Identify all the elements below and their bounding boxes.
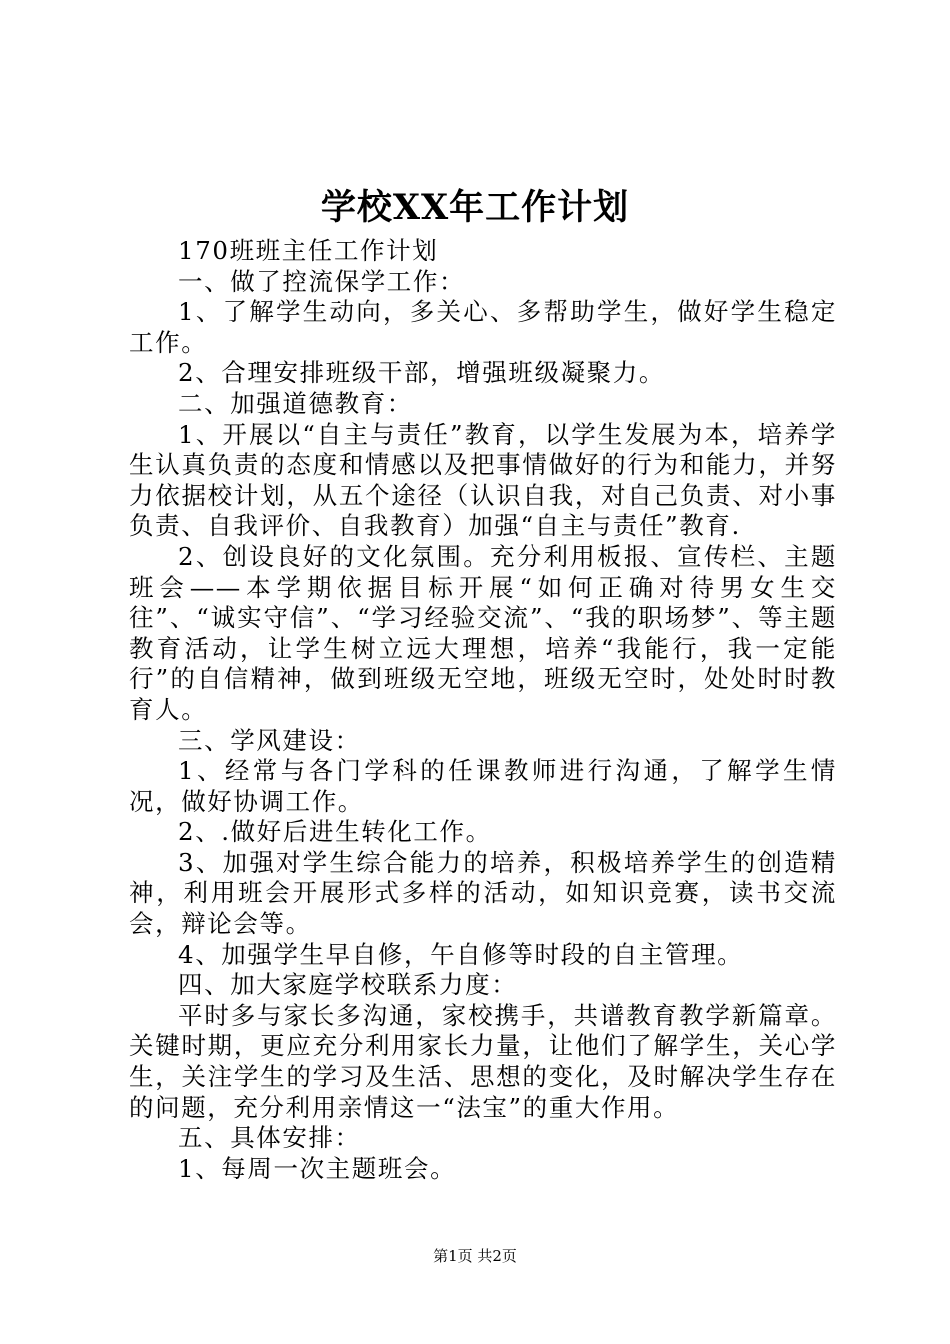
document-title: 学校XX年工作计划 — [320, 187, 630, 228]
paragraph-5-1: 1、每周一次主题班会。 — [178, 1153, 457, 1183]
page-number-footer: 第1页 共2页 — [433, 1247, 517, 1265]
paragraph-3-3: 3、加强对学生综合能力的培养，积极培养学生的创造精神，利用班会开展形式多样的活动，如知识竞赛，读书交流会，辩论会等。 — [129, 847, 837, 939]
paragraph-3-2: 2、.做好后进生转化工作。 — [178, 817, 492, 847]
section-heading-4: 四、加大家庭学校联系力度： — [178, 970, 518, 1000]
section-heading-2: 二、加强道德教育： — [178, 388, 413, 418]
paragraph-subtitle: 170班班主任工作计划 — [178, 236, 439, 265]
paragraph-1-2: 2、合理安排班级干部，增强班级凝聚力。 — [178, 358, 665, 388]
section-heading-3: 三、学风建设： — [178, 725, 361, 755]
document-body — [129, 236, 837, 1184]
paragraph-2-2: 2、创设良好的文化氛围。充分利用板报、宣传栏、主题班会——本学期依据目标开展“如何正确对待男女生交往”、“诚实守信”、“学习经验交流”、“我的职场梦”、等主题教育活动，让学生树立远大理想，培养“我能行，我一定能行”的自信精神，做到班级无空地，班级无空时，处处时时教育人。 — [129, 541, 837, 724]
section-heading-5: 五、具体安排： — [178, 1123, 361, 1153]
paragraph-3-4: 4、加强学生早自修，午自修等时段的自主管理。 — [178, 939, 744, 969]
section-heading-1: 一、做了控流保学工作： — [178, 266, 466, 296]
paragraph-1-1: 1、了解学生动向，多关心、多帮助学生，做好学生稳定工作。 — [129, 297, 837, 357]
paragraph-3-1: 1、经常与各门学科的任课教师进行沟通，了解学生情况，做好协调工作。 — [129, 756, 837, 816]
paragraph-4-1: 平时多与家长多沟通，家校携手，共谱教育教学新篇章。关键时期，更应充分利用家长力量，让他们了解学生，关心学生，关注学生的学习及生活、思想的变化，及时解决学生存在的问题，充分利用亲情这一“法宝”的重大作用。 — [129, 1000, 837, 1122]
paragraph-2-1: 1、开展以“自主与责任”教育，以学生发展为本，培养学生认真负责的态度和情感以及把事情做好的行为和能力，并努力依据校计划，从五个途径（认识自我，对自己负责、对小事负责、自我评价、自我教育）加强“自主与责任”教育. — [129, 419, 837, 541]
